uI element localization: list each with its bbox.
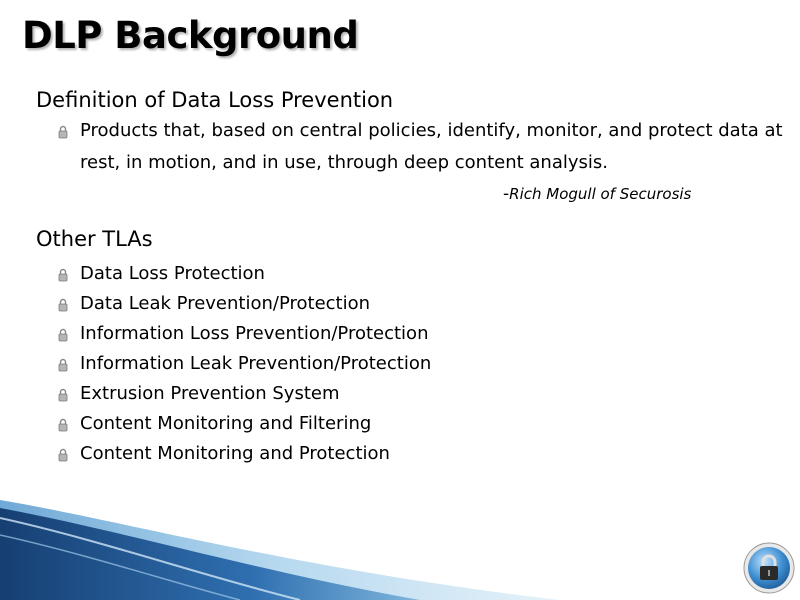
padlock-bullet-icon (58, 298, 80, 312)
definition-quote: Products that, based on central policies, identify, monitor, and protect data at rest, in motion, and in use, through deep content analysis. (80, 120, 783, 173)
slide-title: DLP Background (22, 14, 359, 57)
padlock-bullet-icon (58, 418, 80, 432)
list-item-label: Data Leak Prevention/Protection (80, 292, 371, 314)
list-item (58, 288, 431, 318)
tlas-heading: Other TLAs (36, 227, 153, 251)
padlock-badge-icon (743, 542, 795, 594)
list-item (58, 318, 431, 348)
list-item-label: Information Loss Prevention/Protection (80, 322, 429, 344)
decorative-wave (0, 500, 800, 600)
padlock-bullet-icon (58, 388, 80, 402)
definition-heading: Definition of Data Loss Prevention (36, 88, 394, 112)
padlock-bullet-icon (58, 448, 80, 462)
list-item-label: Extrusion Prevention System (80, 382, 340, 404)
list-item (58, 348, 431, 378)
list-item-label: Data Loss Protection (80, 262, 265, 284)
list-item (58, 378, 431, 408)
definition-bullet (58, 118, 788, 179)
padlock-bullet-icon (58, 358, 80, 372)
padlock-bullet-icon (58, 268, 80, 282)
attribution-author: Rich Mogull of Securosis (509, 185, 692, 203)
list-item-label: Content Monitoring and Filtering (80, 412, 372, 434)
list-item-label: Content Monitoring and Protection (80, 442, 390, 464)
list-item (58, 438, 431, 468)
padlock-bullet-icon (58, 328, 80, 342)
tla-list (58, 258, 431, 468)
list-item (58, 408, 431, 438)
quote-attribution (503, 184, 691, 204)
list-item (58, 258, 431, 288)
padlock-bullet-icon (58, 125, 80, 139)
list-item-label: Information Leak Prevention/Protection (80, 352, 432, 374)
attribution-dash: - (503, 184, 510, 204)
